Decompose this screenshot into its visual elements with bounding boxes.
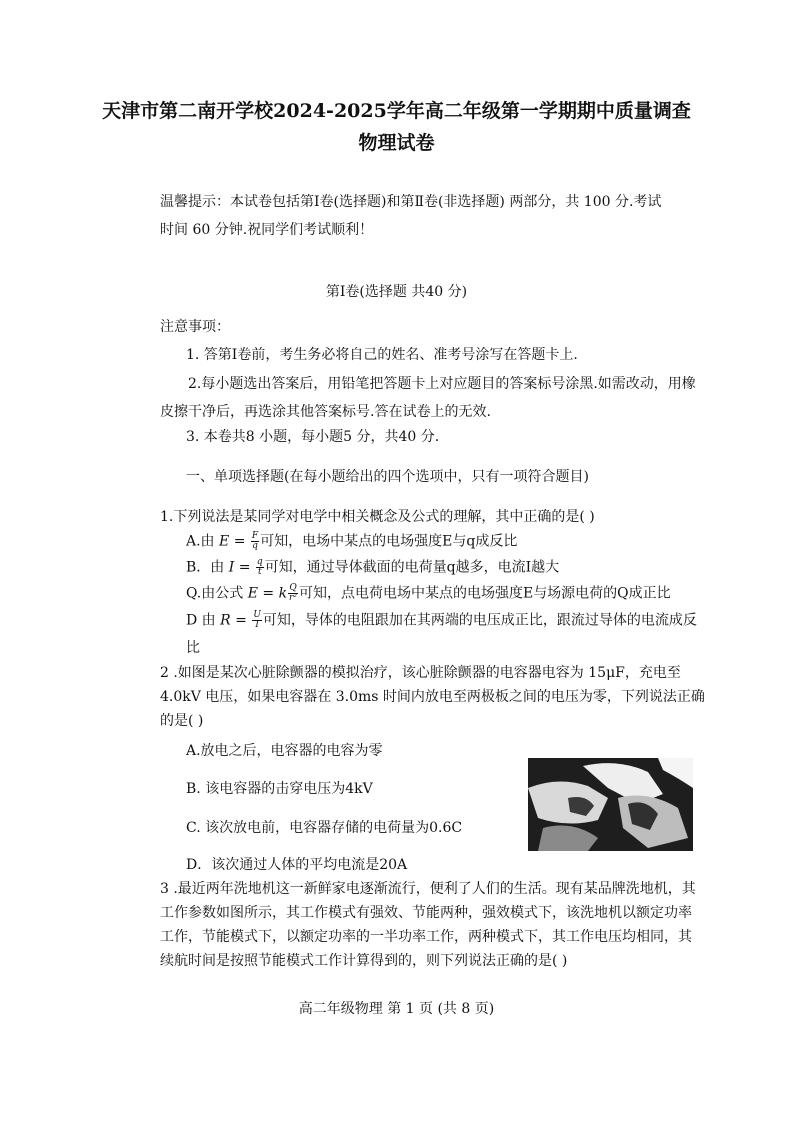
q1-b-fraction xyxy=(256,558,264,577)
defibrillator-photo xyxy=(528,758,693,851)
q3-stem-line-2: 工作参数如图所示，其工作模式有强效、节能两种，强效模式下，该洗地机以额定功率 xyxy=(160,905,692,921)
q2-option-d: D．该次通过人体的平均电流是20A xyxy=(186,857,408,873)
q1-d-fraction xyxy=(252,611,262,630)
q1-b-text: 可知，通过导体截面的电荷量q越多，电流I越大 xyxy=(264,559,560,576)
notes-heading: 注意事项： xyxy=(160,319,230,335)
exam-title: 天津市第二南开学校2024-2025学年高二年级第一学期期中质量调查 xyxy=(102,100,691,122)
q1-option-a xyxy=(186,532,517,551)
q1-option-d-cont: 比 xyxy=(186,640,200,656)
q1-b-numerator: q xyxy=(256,557,263,567)
reminder-line-1: 温馨提示：本试卷包括第Ⅰ卷(选择题)和第Ⅱ卷(非选择题) 两部分，共 100 分.考试 xyxy=(160,194,662,210)
equals-sign: = xyxy=(229,533,250,550)
note-3: 3. 本卷共8 小题，每小题5 分，共40 分. xyxy=(186,429,440,445)
q1-b-prefix: B．由 xyxy=(186,559,229,576)
q1-b-lhs: I xyxy=(228,559,235,576)
q2-stem-line-2: 4.0kV 电压，如果电容器在 3.0ms 时间内放电至两极板之间的电压为零，下列说法正确 xyxy=(160,689,705,705)
q1-c-prefix: Q.由公式 xyxy=(186,585,248,602)
q1-option-b xyxy=(186,558,559,577)
q2-stem-line-1: 2 .如图是某次心脏除颤器的模拟治疗，该心脏除颤器的电容器电容为 15μF，充电至 xyxy=(160,665,681,681)
q1-b-denominator: t xyxy=(257,567,262,577)
q1-a-lhs: E xyxy=(219,533,230,550)
q2-option-b: B. 该电容器的击穿电压为4kV xyxy=(186,781,373,797)
q1-d-prefix: D 由 xyxy=(186,612,221,629)
equals-sign: = xyxy=(257,585,279,602)
note-2: 2.每小题选出答案后，用铅笔把答题卡上对应题目的答案标号涂黑.如需改动，用橡 xyxy=(188,376,696,392)
q2-option-a: A.放电之后，电容器的电容为零 xyxy=(186,743,383,759)
q1-option-c xyxy=(186,584,671,603)
q1-a-text: 可知，电场中某点的电场强度E与q成反比 xyxy=(260,533,518,550)
q1-d-denominator: I xyxy=(255,620,259,630)
note-2-cont: 皮擦干净后，再选涂其他答案标号.答在试卷上的无效. xyxy=(160,404,491,420)
equals-sign: = xyxy=(230,612,252,629)
page-footer: 高二年级物理 第 1 页 (共 8 页) xyxy=(298,1001,495,1017)
q3-stem-line-3: 工作，节能模式下，以额定功率的一半功率工作，两种模式下，其工作电压均相同，其 xyxy=(160,929,692,945)
q2-option-c: C. 该次放电前，电容器存储的电荷量为0.6C xyxy=(186,820,463,836)
part-heading: 一、单项选择题(在每小题给出的四个选项中，只有一项符合题目) xyxy=(186,469,589,485)
q1-a-denominator: q xyxy=(252,541,258,551)
q1-a-prefix: A.由 xyxy=(186,533,220,550)
q1-stem: 1.下列说法是某同学对电学中相关概念及公式的理解，其中正确的是( ) xyxy=(160,509,595,525)
q1-c-constant: k xyxy=(278,585,288,602)
q1-c-numerator: Q xyxy=(289,583,297,593)
q1-c-denominator: r² xyxy=(289,593,297,603)
q1-d-lhs: R xyxy=(220,612,231,629)
q1-c-lhs: E xyxy=(247,585,258,602)
reminder-line-2: 时间 60 分钟.祝同学们考试顺利！ xyxy=(160,222,374,238)
q3-stem-line-4: 续航时间是按照节能模式工作计算得到的，则下列说法正确的是( ) xyxy=(160,953,568,969)
note-1: 1. 答第Ⅰ卷前，考生务必将自己的姓名、准考号涂写在答题卡上. xyxy=(186,347,578,363)
q1-a-fraction xyxy=(251,532,259,551)
q1-a-numerator: F xyxy=(251,531,259,541)
q1-d-text: 可知，导体的电阻跟加在其两端的电压成正比，跟流过导体的电流成反 xyxy=(262,612,697,629)
equals-sign: = xyxy=(234,559,255,576)
q1-d-numerator: U xyxy=(253,610,261,620)
section-heading: 第Ⅰ卷(选择题 共40 分) xyxy=(325,284,468,300)
q2-stem-line-3: 的是( ) xyxy=(160,713,204,729)
q1-c-fraction xyxy=(288,584,298,603)
q1-c-text: 可知，点电荷电场中某点的电场强度E与场源电荷的Q成正比 xyxy=(298,585,671,602)
exam-subtitle: 物理试卷 xyxy=(358,132,435,154)
q1-option-d xyxy=(186,611,697,630)
q3-stem-line-1: 3 .最近两年洗地机这一新鲜家电逐渐流行，便利了人们的生活。现有某品牌洗地机，其 xyxy=(160,881,696,897)
defibrillator-photo-graphic xyxy=(528,758,693,851)
